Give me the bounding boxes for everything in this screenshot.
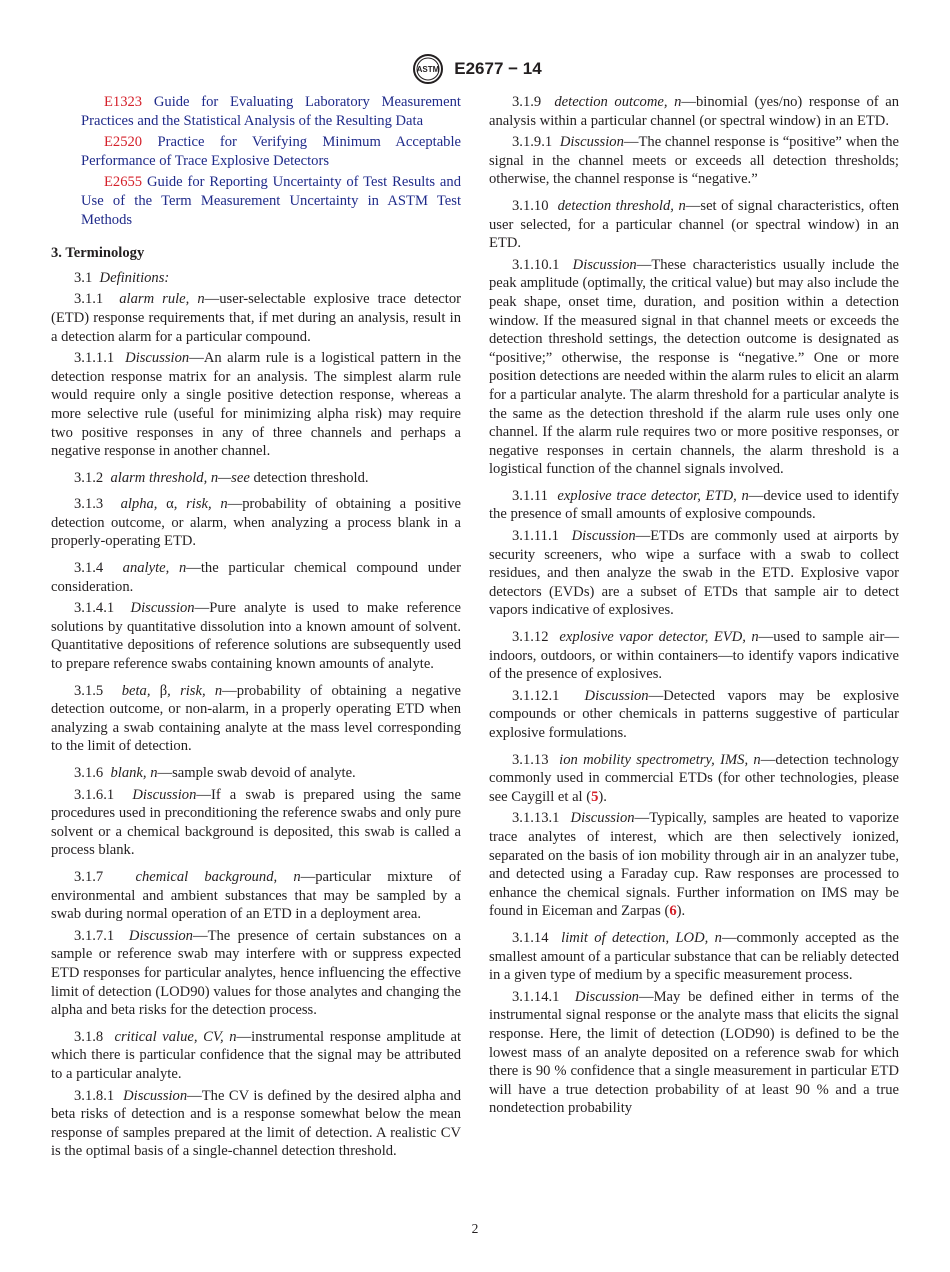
- definition-para: 3.1.3 alpha, α, risk, n—probability of obtaining a positive detection outcome, or alarm, when analyzing a process blank in a properly-operating ETD.: [51, 496, 462, 550]
- definition-para: 3.1.5 beta, β, risk, n—probability of obtaining a negative detection outcome, or non-alarm, in a properly operating ETD when analyzing a swab containing analyte at the mass level corresponding to the limit of detection.: [51, 682, 462, 755]
- definition-para: 3.1.7 chemical background, n—particular mixture of environmental and ambient substances that may be sampled by a swab during normal operation of an ETD in a deployment area.: [51, 868, 461, 923]
- definition-para: 3.1.6 blank, n—sample swab devoid of analyte.: [74, 765, 356, 781]
- discussion-para: 3.1.13.1 Discussion—Typically, samples are heated to vaporize trace analytes of interest, which are then selectively ionized, separated on the basis of ion mobility through air in an analyzer tube, and detected using a Faraday cup. Raw responses are processed to enhance the chemical signals. Further information on IMS may be found in Eiceman and Zarpas (6).: [489, 810, 899, 920]
- definition-para: 3.1.10 detection threshold, n—set of signal characteristics, often user selected, for a particular channel (or spectral window) in an ETD.: [489, 197, 899, 252]
- discussion-para: 3.1.8.1 Discussion—The CV is defined by the desired alpha and beta risks of detection and is a response somewhat below the mean response of samples prepared at the limit of detection. A realistic CV is the optimal basis of a single-channel detection threshold.: [51, 1087, 461, 1160]
- definition-para: 3.1.2 alarm threshold, n—see detection threshold.: [74, 469, 369, 486]
- reference-item[interactable]: [51, 173, 461, 229]
- discussion-para: 3.1.4.1 Discussion—Pure analyte is used to make reference solutions by quantitative dissolution into a known amount of solvent. Quantitative depositions of reference solutions are subsequently used to prepare reference swabs containing known amounts of analyte.: [51, 600, 461, 673]
- discussion-para: 3.1.6.1 Discussion—If a swab is prepared using the same procedures used in preconditioning the reference swabs and only pure solvent or a chemical background is deposited, this swab is called a process blank.: [51, 786, 462, 859]
- reference-list: [51, 93, 461, 229]
- page-number: 2: [471, 1221, 479, 1236]
- reference-item[interactable]: [51, 93, 461, 130]
- definition-para: 3.1 Definitions:: [74, 269, 170, 286]
- definition-para: 3.1.13 ion mobility spectrometry, IMS, n—detection technology commonly used in commercial ETDs (for other technologies, please see Caygill et al (5).: [489, 751, 899, 805]
- definition-para: 3.1.11 explosive trace detector, ETD, n—device used to identify the presence of small amounts of explosive compounds.: [489, 487, 899, 523]
- page-header: [0, 52, 950, 86]
- discussion-para: 3.1.9.1 Discussion—The channel response is “positive” when the signal in the channel meets or exceeds all detection thresholds; otherwise, the channel response is “negative.”: [489, 134, 899, 188]
- reference-item[interactable]: [51, 133, 461, 170]
- definition-para: 3.1.12 explosive vapor detector, EVD, n—used to sample air—indoors, outdoors, or within containers—to identify vapors indicative of the presence of explosives.: [489, 629, 900, 683]
- definition-para: 3.1.1 alarm rule, n—user-selectable explosive trace detector (ETD) response requirements that, if met during an analysis, result in a detection alarm for a particular compound.: [51, 291, 461, 345]
- citation-link[interactable]: 6: [669, 903, 677, 920]
- discussion-para: 3.1.14.1 Discussion—May be defined either in terms of the instrumental signal response or the analyte mass that elicits the signal response. Here, the limit of detection (LOD90) is defined to be the lowest mass of an analyte deposited on a reference swab for which there is 90 % confidence that a single measurement in particular ETD will have a true detection probability of at least 90 % and a true nondetection probability: [489, 988, 900, 1117]
- document-designation: E2677 − 14: [454, 59, 542, 78]
- reference-title[interactable]: Guide for Evaluating Laboratory Measurement Practices and the Statistical Analysis of the Resulting Data: [81, 94, 461, 129]
- definition-para: 3.1.14 limit of detection, LOD, n—commonly accepted as the smallest amount of a particular substance that can be reliably detected in a given type of medium by a specific measurement process.: [489, 929, 900, 984]
- discussion-para: 3.1.1.1 Discussion—An alarm rule is a logistical pattern in the detection response matrix for an analysis. The simplest alarm rule would require only a single positive detection response, whereas a more selective rule (useful for minimizing alpha risk) may require two positive responses in any of three channels and perhaps a negative response in another channel.: [51, 350, 462, 460]
- definition-para: 3.1.4 analyte, n—the particular chemical compound under consideration.: [51, 560, 461, 595]
- definition-para: 3.1.8 critical value, CV, n—instrumental response amplitude at which there is particular confidence that the signal may be attributed to a particular analyte.: [51, 1028, 461, 1082]
- discussion-para: 3.1.12.1 Discussion—Detected vapors may be explosive compounds or other chemicals in patterns suggestive of particular explosive formulations.: [489, 687, 900, 741]
- definition-para: 3.1.9 detection outcome, n—binomial (yes/no) response of an analysis within a particular channel (or spectral window) in an ETD.: [489, 94, 900, 129]
- astm-logo-icon: [408, 53, 448, 85]
- reference-code[interactable]: E2520: [104, 134, 143, 151]
- reference-code[interactable]: E1323: [104, 94, 143, 110]
- citation-link[interactable]: 5: [591, 788, 599, 805]
- reference-code[interactable]: E2655: [104, 174, 143, 191]
- logo-text: ASTM: [416, 65, 440, 74]
- discussion-para: 3.1.10.1 Discussion—These characteristics usually include the peak amplitude (optimally, the critical value) but may also include the peak shape, onset time, duration, and position within a detection window. If the measured signal in that channel meets or exceeds the detection threshold settings, the detection outcome is designated as “positive;” otherwise, the response is “negative.” One or more position detections are needed within the alarm rules to elicit an alarm for a particular analyte. The alarm threshold for a particular analyte is the same as the detection threshold if the alarm rule uses only one channel. If the alarm rule requires two or more positive responses, or negative responses in certain channels, the alarm threshold is a logistical function of the channel signals involved.: [489, 256, 899, 478]
- discussion-para: 3.1.7.1 Discussion—The presence of certain substances on a sample or reference swab may interfere with or suppress expected ETD responses for particular analytes, hence influencing the effective limit of detection (LOD90) values for those analytes and changing the alpha and beta risks for the detection process.: [51, 927, 461, 1019]
- left-column: [51, 93, 461, 1164]
- reference-title[interactable]: Practice for Verifying Minimum Acceptable Performance of Trace Explosive Detectors: [81, 134, 461, 169]
- right-column: [489, 93, 899, 1121]
- discussion-para: 3.1.11.1 Discussion—ETDs are commonly used at airports by security screeners, who wipe a surface with a swab to collect residues, and then analyze the swab in the ETD. Explosive vapor detectors (EVDs) are a subset of ETDs that sample air to detect vapors indicative of explosives.: [489, 528, 900, 619]
- reference-title[interactable]: Guide for Reporting Uncertainty of Test Results and Use of the Term Measurement Uncertainty in ASTM Test Methods: [81, 174, 461, 228]
- section-title: 3. Terminology: [51, 245, 145, 262]
